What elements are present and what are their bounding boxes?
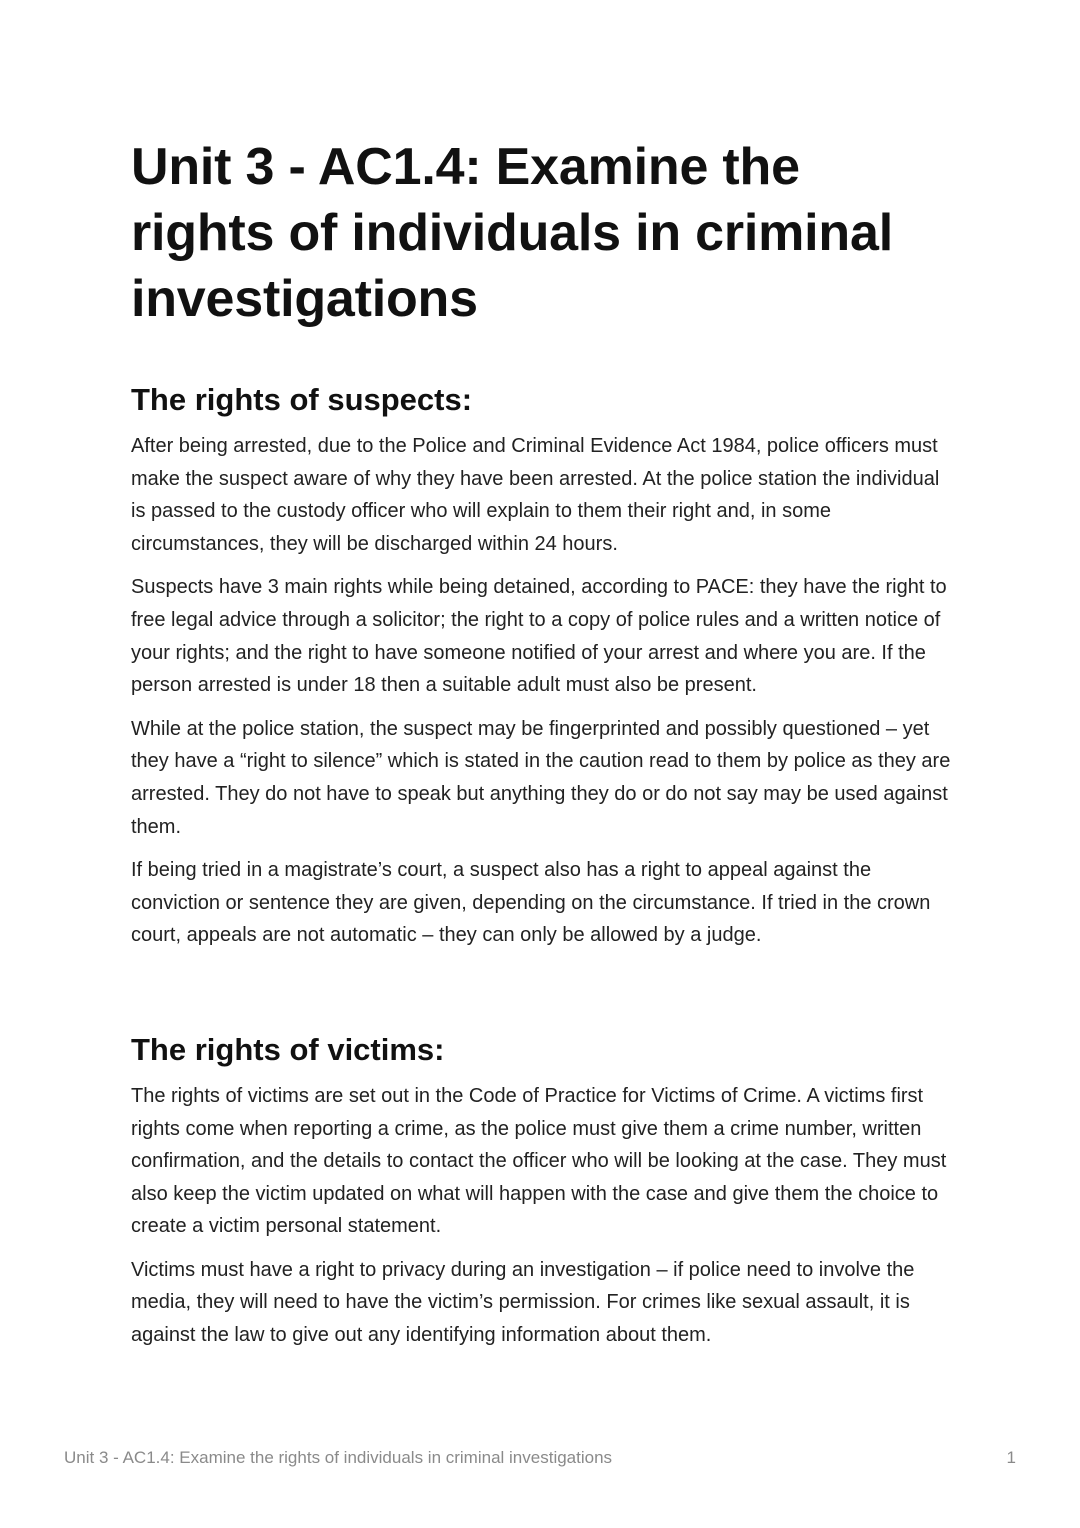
section-suspects-rights [131,380,957,952]
paragraph: Suspects have 3 main rights while being detained, according to PACE: they have the right to free legal advice through a solicitor; the right to a copy of police rules and a written notice of your rights; and the right to have someone notified of your arrest and where you are. If the person arrested is under 18 then a suitable adult must also be present. [131,576,947,697]
page-content [131,134,957,1352]
paragraph: If being tried in a magistrate’s court, a suspect also has a right to appeal against the conviction or sentence they are given, depending on the circumstance. If tried in the crown court, appeals are not automatic – they can only be allowed by a judge. [131,859,931,947]
section-heading: The rights of suspects: [131,382,473,417]
paragraph: After being arrested, due to the Police and Criminal Evidence Act 1984, police officers must make the suspect aware of why they have been arrested. At the police station the individual is passed to the custody officer who will explain to them their right and, in some circumstances, they will be discharged within 24 hours. [131,435,940,555]
paragraph: While at the police station, the suspect may be fingerprinted and possibly questioned – yet they have a “right to silence” which is stated in the caution read to them by police as they are arrested. They do not have to speak but anything they do or do not say may be used against them. [131,717,951,838]
page-footer [64,1448,1016,1472]
document-title: Unit 3 - AC1.4: Examine the rights of individuals in criminal investigations [131,138,893,328]
page-number: 1 [1006,1448,1016,1467]
paragraph: The rights of victims are set out in the Code of Practice for Victims of Crime. A victims first rights come when reporting a crime, as the police must give them a crime number, written confirmation, and the details to contact the officer who will be looking at the case. They must also keep the victim updated on what will happen with the case and give them the choice to create a victim personal statement. [131,1084,947,1238]
paragraph: Victims must have a right to privacy during an investigation – if police need to involve the media, they will need to have the victim’s permission. For crimes like sexual assault, it is against the law to give out any identifying information about them. [131,1258,915,1347]
footer-title: Unit 3 - AC1.4: Examine the rights of individuals in criminal investigations [64,1448,613,1467]
section-heading: The rights of victims: [131,1031,445,1067]
section-victims-rights [131,1030,957,1352]
